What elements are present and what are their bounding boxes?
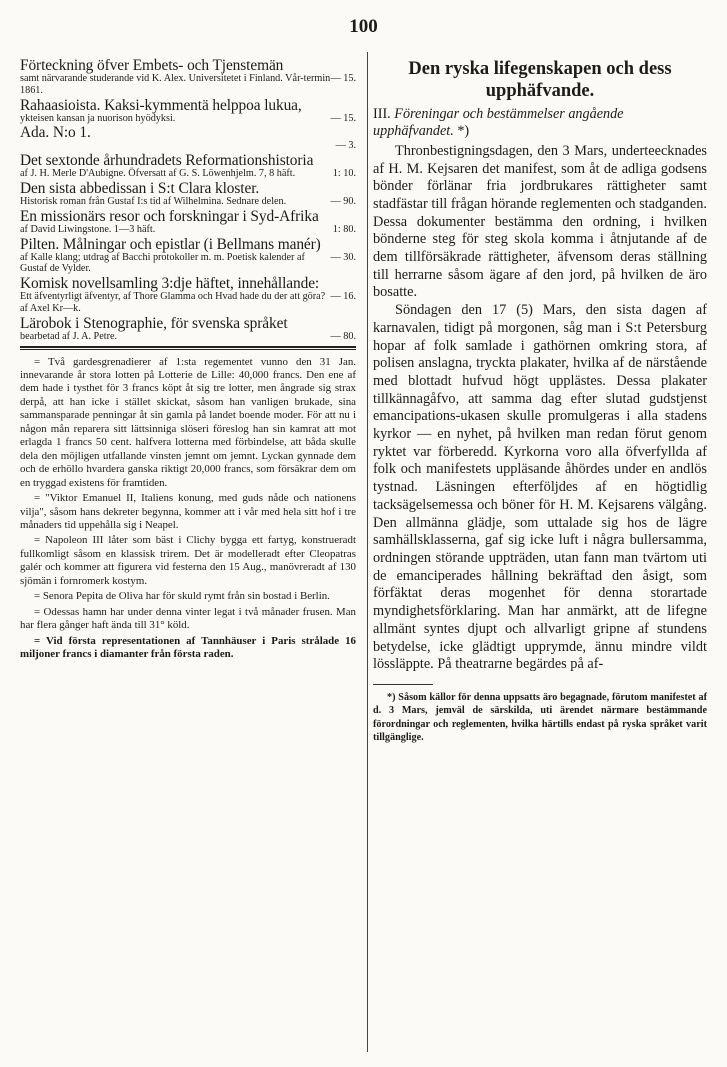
catalogue-entry-price: — 30. — [330, 251, 356, 263]
catalogue-entry-details — [20, 113, 356, 125]
catalogue-entry-details — [20, 331, 356, 343]
catalogue-entry-title: Det sextonde århundradets Reformationshistoria — [20, 152, 314, 170]
catalogue-entry-price: — 15. — [330, 73, 356, 84]
catalogue-entry — [20, 276, 356, 315]
footnote-marker: *) — [457, 123, 470, 140]
catalogue-entry-title: Lärobok i Stenographie, för svenska språket — [20, 314, 288, 332]
news-items — [20, 356, 356, 662]
right-column — [373, 58, 707, 744]
catalogue-entry-details — [20, 168, 356, 180]
news-item: = Napoleon III låter som bäst i Clichy bygga ett fartyg, konstrueradt fullkomligt såsom en klassisk trirem. Det är modelleradt efter Cleopatras galér och kommer att figurera vid festerna den 15 Aug., manövreradt af 130 sjömän i fornromerk kostym. — [20, 534, 356, 587]
catalogue-entry-title: Ada. N:o 1. — [20, 124, 91, 142]
footnote-text: *) Såsom källor för denna uppsatts äro begagnade, förutom manifestet af d. 3 Mars, jemväl de särskilda, uti ärendet närmare bestämmande förordningar och reglementen, hvilka härtills endast på ryska språket varit tillgänglige. — [373, 691, 707, 743]
catalogue-entry-details — [20, 140, 356, 152]
catalogue-entry-description: af J. H. Merle D'Aubigne. Öfversatt af G. S. Löwenhjelm. 7, 8 häft. — [20, 168, 296, 180]
section-title: Föreningar och bestämmelser angående upphäfvandet. — [373, 106, 624, 140]
catalogue-entry-description: bearbetad af J. A. Petre. — [20, 330, 118, 342]
news-item: = Senora Pepita de Oliva har för skuld rymt från sin bostad i Berlin. — [34, 590, 330, 603]
catalogue-entry-price: — 15. — [330, 112, 356, 124]
catalogue-entry-description: af David Liwingstone. 1—3 häft. — [20, 223, 156, 235]
catalogue-entry-details — [20, 224, 356, 236]
article-paragraph: Söndagen den 17 (5) Mars, den sista dagen af karnavalen, tidigt på morgonen, såg man i S:t Petersburg hopar af folk samlade i gathörnen omkring stora, af polisen anslagna, tryckta plakater, hvilka af de närstående med blottadt hufvud högt upplästes. Dessa plakater tillkännagåfvo, att samma dag efter slutad gudstjenst emancipations-ukasen skulle promulgeras i alla stadens kyrkor — en nyhet, på hvilken man redan förut genom ryktet var förberedd. Kyrkorna voro alla öfverfyllda af folk och manifestets uppläsande åhördes under en andlös tystnad. Läsningen efterföljdes af en högtidlig tacksägelsemessa och böner för H. M. Kejsarens välgång. Den allmänna glädje, som uttalade sig hos de lägre samhällsklasserna, gaf sig icke luft i några bullersamma, ordningen störande uppträden, utan fann man tvärtom uti de emanciperades hållning bekräftad den åsigt, som förfäktat deras mogenhet för denna storartade myndighetsförklaring. Man har anmärkt, att de lifegne allmänt syntes djupt och allvarligt gripne af stundens betydelse, icke glädtigt upprymde, ännu mindre vildt lössläppte. På theatrarne begärdes på af- — [373, 302, 707, 673]
catalogue-entry — [20, 58, 356, 97]
catalogue-entry-price: — 90. — [330, 195, 356, 207]
news-item: = Vid första representationen af Tannhäuser i Paris strålade 16 miljoner francs i diamanter från första raden. — [20, 634, 356, 661]
catalogue-entry-description: ykteisen kansan ja nuorison hyödyksi. — [20, 112, 176, 124]
catalogue-entry — [20, 98, 356, 125]
section-number: III. — [373, 106, 391, 122]
news-item: = Odessas hamn har under denna vinter legat i två månader frusen. Man har flera gånger haft ända till 31° köld. — [20, 605, 356, 632]
catalogue-entry — [20, 153, 356, 180]
catalogue-entry — [20, 237, 356, 276]
footnote — [373, 691, 707, 744]
catalogue-entry-price: 1: 80. — [332, 223, 356, 235]
catalogue-entry-details — [20, 291, 356, 315]
catalogue-entry — [20, 181, 356, 208]
catalogue-entry-title: En missionärs resor och forskningar i Syd-Afrika — [20, 207, 319, 225]
article-body — [373, 143, 707, 674]
footnote-rule — [373, 684, 433, 685]
catalogue-entry-price: — 3. — [335, 140, 356, 152]
catalogue-entry-title: Pilten. Målningar och epistlar (i Bellmans manér) — [20, 235, 321, 253]
news-item: = "Viktor Emanuel II, Italiens konung, med guds nåde och nationens vilja", såsom hans dekreter begynna, kommer att i vår med hela sitt hof i tre månaders tid uppehålla sig i Neapel. — [20, 492, 356, 531]
book-catalogue — [20, 58, 356, 343]
left-column — [20, 58, 356, 664]
column-divider — [367, 52, 368, 1052]
catalogue-entry — [20, 125, 356, 152]
catalogue-entry-title: Rahaasioista. Kaksi-kymmentä helppoa lukua, — [20, 96, 302, 114]
catalogue-entry-description: Ett äfventyrligt äfventyr, af Thore Glamma och Hvad hade du der att göra? af Axel Kr—k. — [20, 291, 326, 314]
catalogue-entry-price: — 80. — [330, 330, 356, 342]
page-number: 100 — [349, 16, 378, 37]
catalogue-entry-description: samt närvarande studerande vid K. Alex. Universitetet i Finland. Vår-termin 1861. — [20, 73, 331, 96]
catalogue-entry-description: af Kalle klang; utdrag af Bacchi protokoller m. m. Poetisk kalender af Gustaf de Vylder. — [20, 251, 305, 275]
article-title: Den ryska lifegenskapen och dess upphäfvande. — [408, 59, 672, 101]
article-paragraph: Thronbestigningsdagen, den 3 Mars, underteecknades af H. M. Kejsaren det manifest, som åt de adliga godsens bönder förlänar fria jordbrukares rättigheter samt stadfästar till frågan hörande reglementen och stadganden. Dessa dokumenter bestämma den ordning, i hvilken bönderne steg för steg skola komma i åtnjutande af de dem tillförsäkrade rättigheter, äfvensom deras ställning till herrarne såsom ägare af den jord, på hvilken de äro bosatte. — [373, 142, 707, 301]
catalogue-entry-price: 1: 10. — [332, 168, 356, 180]
catalogue-entry-title: Förteckning öfver Embets- och Tjenstemän — [20, 57, 284, 74]
catalogue-entry — [20, 316, 356, 343]
news-item: = Två gardesgrenadierer af 1:sta regementet vunno den 31 Jan. innevarande år stora lotten på Lotterie de Lille: 40,000 francs. Den ene af dem hade i tysthet för 3 francs köpt åt sig tre lotter, men ångrade sig strax derpå, att han icke i stället skickat, såsom han vanligen brukade, sina sammansparade penningar åt sin gamla på landet boende moder. För att nu i någon mån reparera sitt lättsinniga slöseri föreslog han sin kamrat att mot erlagda 1 francs 50 cent. halfvera lotterna med förbindelse, att båda skulle dela den möjligen utfallande vinsten jemnt om jemnt. Lyckan gynnade dem och de erhöllo hvardera ganska riktigt 20,000 francs, som försäkrar dem om en tryggad existens för framtiden. — [20, 355, 356, 489]
catalogue-entry — [20, 209, 356, 236]
catalogue-entry-description: Historisk roman från Gustaf I:s tid af Wilhelmina. Sednare delen. — [20, 195, 287, 207]
catalogue-entry-details — [20, 252, 356, 276]
section-divider — [20, 346, 356, 350]
catalogue-entry-details — [20, 196, 356, 208]
catalogue-entry-details — [20, 73, 356, 97]
catalogue-entry-price: — 16. — [330, 291, 356, 303]
catalogue-entry-title: Den sista abbedissan i S:t Clara kloster. — [20, 179, 260, 197]
article-section-heading — [373, 106, 707, 141]
catalogue-entry-title: Komisk novellsamling 3:dje häftet, innehållande: — [20, 275, 320, 293]
